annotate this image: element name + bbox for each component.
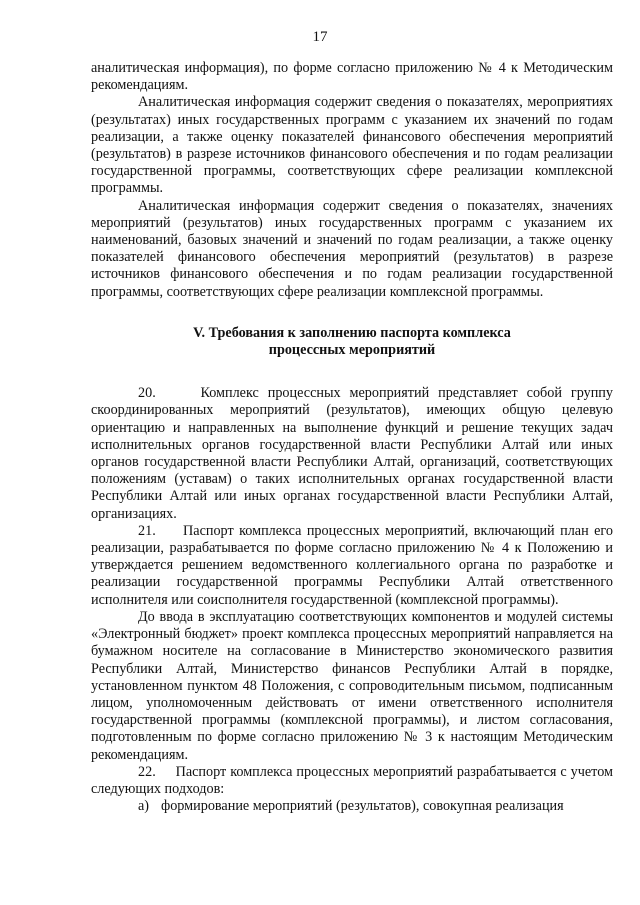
list-marker: а) <box>138 798 150 815</box>
section-heading-line: процессных мероприятий <box>268 342 436 359</box>
list-item <box>91 798 613 815</box>
list-item-text: формирование мероприятий (результатов), совокупная реализация <box>161 798 564 815</box>
page-number: 17 <box>312 29 328 45</box>
paragraph-continuation: аналитическая информация), по форме согласно приложению № 4 к Методическим рекомендациям. <box>91 60 613 94</box>
document-body <box>91 60 613 815</box>
paragraph-item-21: 21. Паспорт комплекса процессных мероприятий, включающий план его реализации, разрабатывается по форме согласно приложению № 4 к Положению и утверждается решением ведомственного коллегиального органа по разработке и реализации государственной программы Республики Алтай ответственного исполнителя или соисполнителя государственной (комплексной программы). <box>91 522 613 608</box>
paragraph-item-20: 20. Комплекс процессных мероприятий представляет собой группу скоординированных мероприятий (результатов), имеющих общую целевую ориентацию и направленных на выполнение функций и решение текущих задач исполнительных органов государственной власти Республики Алтай или иных органов государственной власти Республики Алтай, организаций, соответствующих положениям (уставам) о таких исполнительных органах государственной власти Республики Алтай или иных органах государственной власти Республики Алтай, организациях. <box>91 385 613 522</box>
section-heading-line: V. Требования к заполнению паспорта комплекса <box>193 324 511 341</box>
section-heading <box>91 325 613 359</box>
paragraph-item-22: 22. Паспорт комплекса процессных мероприятий разрабатывается с учетом следующих подходов: <box>91 763 613 797</box>
paragraph: Аналитическая информация содержит сведения о показателях, значениях мероприятий (результатов) иных государственных программ с указанием их наименований, базовых значений и значений по годам реализации, а также оценку показателей финансового обеспечения мероприятий (результатов) в разрезе источников финансового обеспечения и по годам реализации государственной программы, соответствующих сфере реализации комплексной программы. <box>91 197 613 300</box>
paragraph: Аналитическая информация содержит сведения о показателях, мероприятиях (результатах) иных государственных программ с указанием их значений по годам реализации, а также оценку показателей финансового обеспечения мероприятий (результатов) в разрезе источников финансового обеспечения и по годам реализации государственной программы, соответствующих сфере реализации комплексной программы. <box>91 94 613 197</box>
paragraph: До ввода в эксплуатацию соответствующих компонентов и модулей системы «Электронный бюджет» проект комплекса процессных мероприятий направляется на бумажном носителе на согласование в Министерство экономического развития Республики Алтай, Министерство финансов Республики Алтай в порядке, установленном пунктом 48 Положения, с сопроводительным письмом, подписанным лицом, уполномоченным действовать от имени ответственного исполнителя государственной программы (комплексной программы), и листом согласования, подготовленным по форме согласно приложению № 3 к настоящим Методическим рекомендациям. <box>91 608 613 763</box>
